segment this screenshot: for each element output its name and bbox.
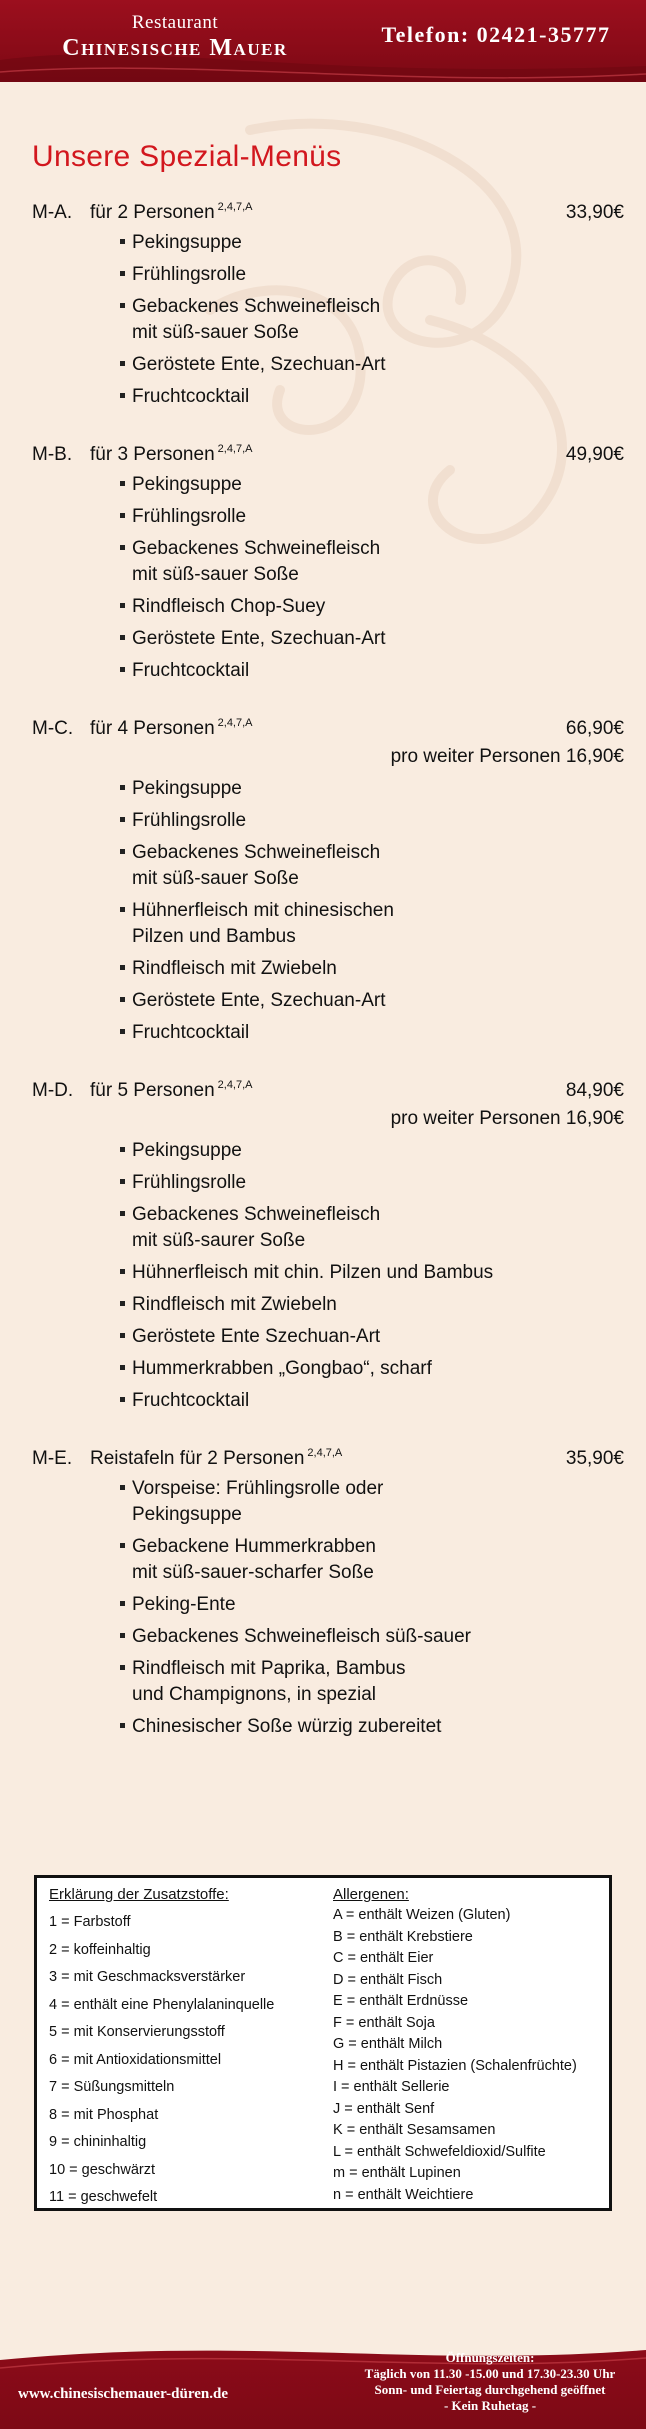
allergen-entry: n = enthält Weichtiere [333,2186,474,2203]
menu-item: Geröstete Ente, Szechuan-Art [118,352,578,378]
menu-item: Peking-Ente [118,1592,578,1618]
menu-item: Hummerkrabben „Gongbao“, scharf [118,1356,578,1382]
menu-item: Hühnerfleisch mit chin. Pilzen und Bambus [118,1260,578,1286]
allergen-entry: B = enthält Krebstiere [333,1928,473,1945]
additive-entry: 7 = Süßungsmitteln [49,2079,175,2095]
menu-item: Rindfleisch mit Zwiebeln [118,956,578,982]
hours-line-1: Täglich von 11.30 -15.00 und 17.30-23.30 Uhr [364,2366,616,2381]
menu-title [32,1440,342,1472]
menu-items [118,230,624,410]
menu-title [32,1072,253,1104]
restaurant-logo [30,12,320,62]
menu-items [118,776,624,1046]
menu-item: Rindfleisch mit Zwiebeln [118,1292,578,1318]
menu-item: Hühnerfleisch mit chinesischen Pilzen und Bambus [118,898,578,950]
menu-code: M-B. [32,444,73,465]
allergen-entry: E = enthält Erdnüsse [333,1993,469,2009]
additive-entry: 3 = mit Geschmacksverstärker [49,1969,246,1985]
menu-item: Pekingsuppe [118,776,578,802]
menu-allergens: 2,4,7,A [217,1079,253,1091]
additive-entry: 4 = enthält eine Phenylalaninquelle [49,1996,275,2013]
menu-title [32,436,253,468]
menu-header [32,1440,624,1472]
restaurant-name: Chinesische Mauer [62,35,288,61]
menu-item: Chinesischer Soße würzig zubereitet [118,1714,578,1740]
allergen-entry: D = enthält Fisch [333,1971,443,1988]
phone-number[interactable]: Telefon: 02421-35777 [381,22,611,47]
allergen-entry: I = enthält Sellerie [333,2079,450,2095]
menu-header [32,436,624,468]
menu-items [118,1476,624,1740]
menu-allergens: 2,4,7,A [217,201,253,213]
allergen-entry: J = enthält Senf [333,2100,435,2117]
menu-allergens: 2,4,7,A [217,443,253,455]
menu-item: Rindfleisch mit Paprika, Bambus und Champignons, in spezial [118,1656,578,1708]
allergen-entry: F = enthält Soja [333,2014,435,2031]
hours-title: Öffnungszeiten: [445,2350,535,2365]
menu-price: 33,90€ [565,202,624,223]
menu-price: 35,90€ [565,1448,624,1469]
menu-items [118,1138,624,1414]
menu-item: Fruchtcocktail [118,384,578,410]
menu-allergens: 2,4,7,A [307,1447,343,1459]
menu-item: Gebackenes Schweinefleisch mit süß-sauer Soße [118,840,578,892]
menu-items [118,472,624,684]
menu-item: Frühlingsrolle [118,1170,578,1196]
allergens-list [333,1905,599,2206]
legend-box [34,1875,612,2211]
footer [0,2330,646,2429]
additives-column [49,1886,333,2205]
menu-content [32,140,624,1766]
menu-code: M-A. [32,202,73,223]
menu-description: für 4 Personen [90,718,215,739]
header [0,0,646,82]
allergens-title: Allergenen: [333,1886,409,1903]
menu-title [32,710,253,742]
menu-item: Rindfleisch Chop-Suey [118,594,578,620]
menu-description: für 2 Personen [90,202,215,223]
page-title: Unsere Spezial-Menüs [32,140,342,173]
restaurant-label: Restaurant [131,12,219,33]
menu-description: Reistafeln für 2 Personen [90,1448,305,1469]
menu-list [32,194,624,1740]
additive-entry: 9 = chininhaltig [49,2134,147,2150]
additive-entry: 8 = mit Phosphat [49,2106,159,2123]
menu-item: Pekingsuppe [118,1138,578,1164]
menu-extra-person-price: pro weiter Personen 16,90€ [390,1108,624,1129]
allergen-entry: C = enthält Eier [333,1950,434,1966]
additive-entry: 6 = mit Antioxidationsmittel [49,2051,222,2068]
allergen-entry: A = enthält Weizen (Gluten) [333,1907,511,1923]
additives-title: Erklärung der Zusatzstoffe: [49,1886,229,1903]
menu-item: Vorspeise: Frühlingsrolle oder Pekingsuppe [118,1476,578,1528]
menu-item: Fruchtcocktail [118,1020,578,1046]
menu-header [32,194,624,226]
additive-entry: 2 = koffeinhaltig [49,1941,151,1958]
allergen-entry: H = enthält Pistazien (Schalenfrüchte) [333,2057,577,2074]
menu-extra-person-price: pro weiter Personen 16,90€ [390,746,624,767]
menu-item: Pekingsuppe [118,472,578,498]
allergen-entry: G = enthält Milch [333,2036,443,2052]
additive-entry: 1 = Farbstoff [49,1914,131,1930]
additive-entry: 11 = geschwefelt [49,2189,158,2205]
menu-code: M-C. [32,718,74,739]
menu-item: Frühlingsrolle [118,808,578,834]
menu-item: Gebackenes Schweinefleisch mit süß-sauer Soße [118,536,578,588]
menu-header [32,1072,624,1104]
additives-list [49,1909,333,2212]
menu-block [32,436,624,684]
menu-item: Gebackenes Schweinefleisch mit süß-saurer Soße [118,1202,578,1254]
menu-price: 66,90€ [565,718,624,739]
menu-item: Fruchtcocktail [118,658,578,684]
menu-header [32,710,624,742]
allergen-entry: L = enthält Schwefeldioxid/Sulfite [333,2143,546,2160]
menu-code: M-E. [32,1448,73,1469]
menu-block [32,194,624,410]
additive-entry: 5 = mit Konservierungsstoff [49,2024,225,2040]
allergen-entry: m = enthält Lupinen [333,2165,461,2181]
menu-item: Frühlingsrolle [118,262,578,288]
menu-item: Geröstete Ente, Szechuan-Art [118,626,578,652]
menu-allergens: 2,4,7,A [217,717,253,729]
menu-item: Fruchtcocktail [118,1388,578,1414]
menu-price: 49,90€ [565,444,624,465]
additive-entry: 10 = geschwärzt [49,2161,155,2178]
menu-block [32,1072,624,1414]
website-link[interactable]: www.chinesischemauer-düren.de [18,2386,228,2402]
menu-item: Gebackenes Schweinefleisch mit süß-sauer Soße [118,294,578,346]
hours-line-3: - Kein Ruhetag - [443,2398,537,2413]
menu-title [32,194,253,226]
hours-line-2: Sonn- und Feiertag durchgehend geöffnet [374,2382,606,2397]
opening-hours [340,2350,640,2414]
menu-item: Geröstete Ente, Szechuan-Art [118,988,578,1014]
menu-price: 84,90€ [565,1080,624,1101]
menu-item: Gebackene Hummerkrabben mit süß-sauer-scharfer Soße [118,1534,578,1586]
menu-item: Gebackenes Schweinefleisch süß-sauer [118,1624,578,1650]
allergen-entry: K = enthält Sesamsamen [333,2122,496,2138]
menu-block [32,710,624,1046]
allergens-column [333,1886,599,2203]
menu-item: Frühlingsrolle [118,504,578,530]
menu-description: für 3 Personen [90,444,215,465]
menu-block [32,1440,624,1740]
menu-item: Pekingsuppe [118,230,578,256]
menu-item: Geröstete Ente Szechuan-Art [118,1324,578,1350]
menu-description: für 5 Personen [90,1080,215,1101]
menu-code: M-D. [32,1080,74,1101]
